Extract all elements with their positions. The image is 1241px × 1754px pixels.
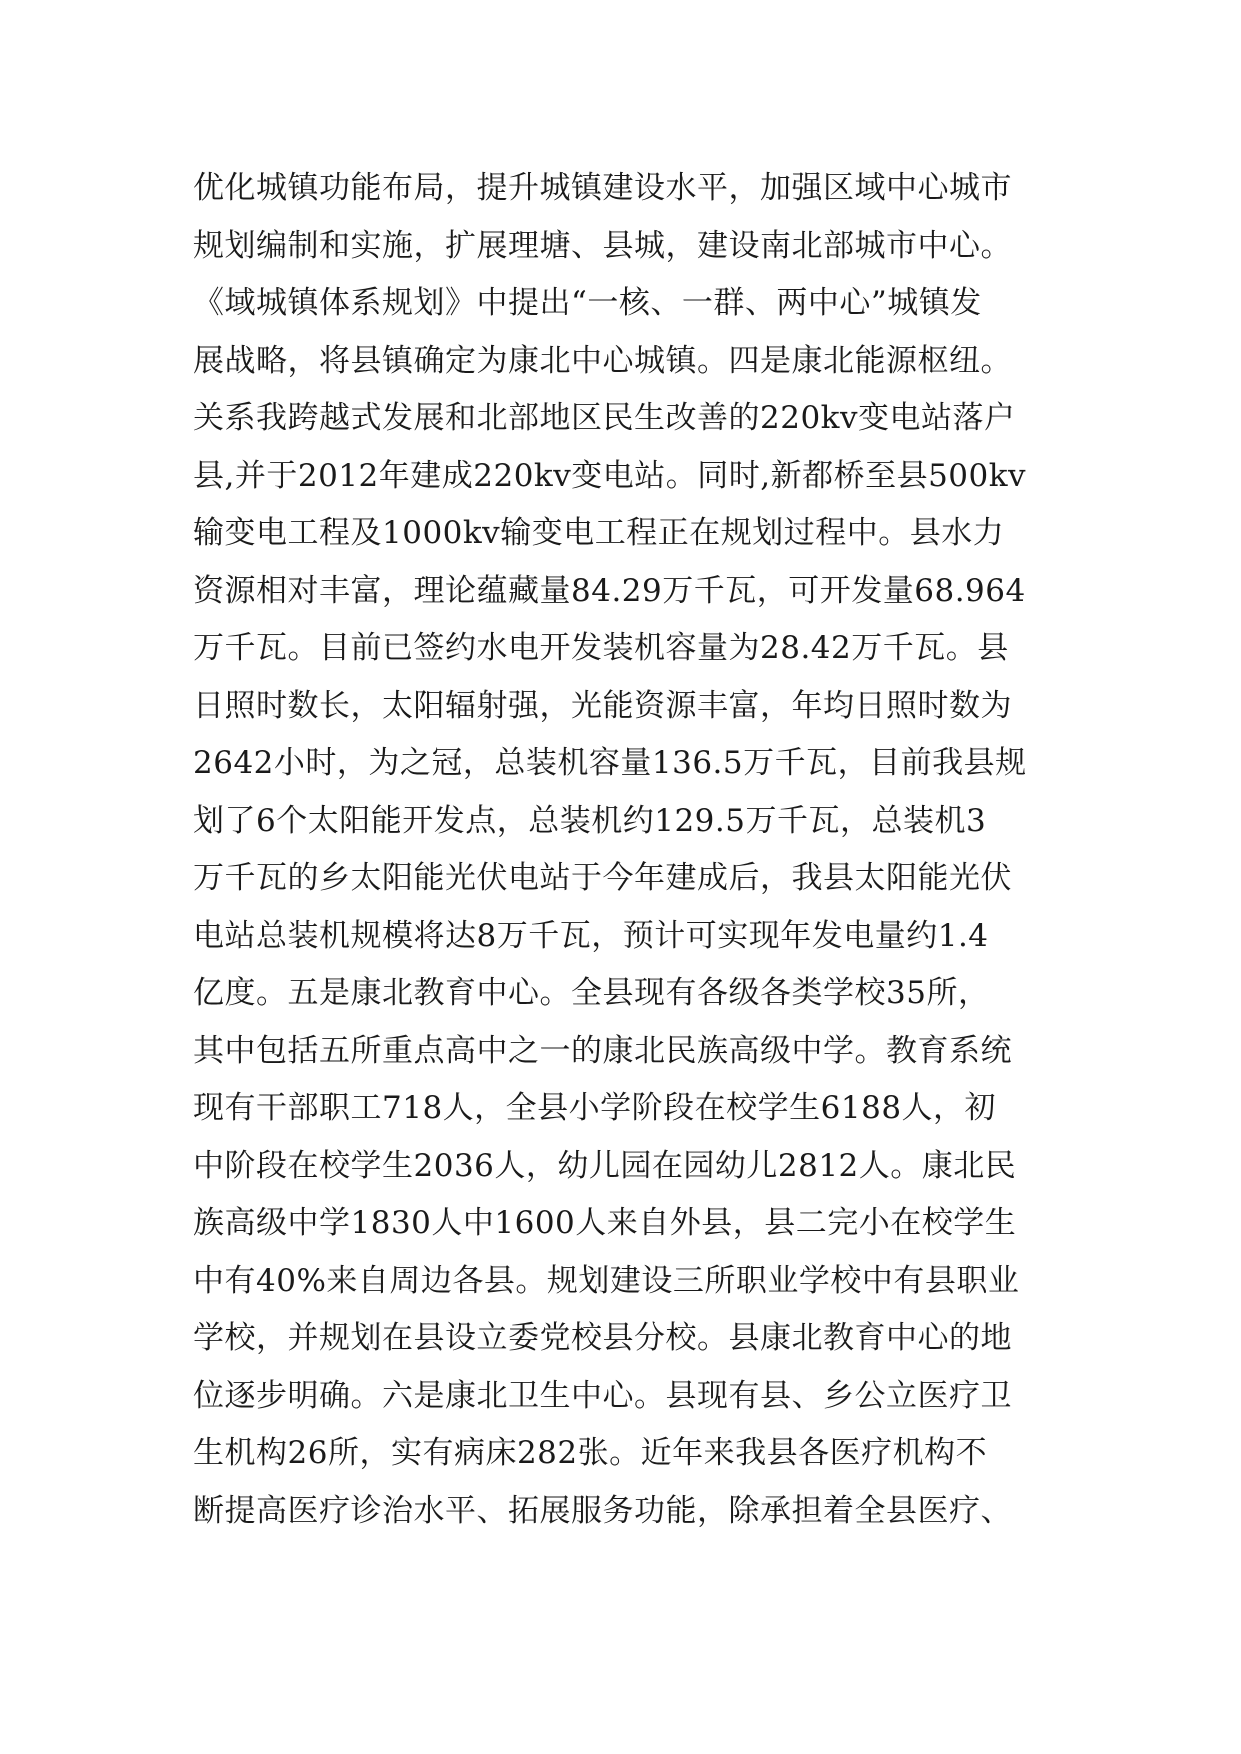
text-line: 规划编制和实施，扩展理塘、县城，建设南北部城市中心。 xyxy=(193,227,1012,264)
text-line: 划了6个太阳能开发点，总装机约129.5万千瓦，总装机3 xyxy=(193,802,987,839)
text-line: 电站总装机规模将达8万千瓦，预计可实现年发电量约1.4 xyxy=(193,917,989,954)
text-line: 族高级中学1830人中1600人来自外县，县二完小在校学生 xyxy=(193,1205,1017,1241)
text-line: 万千瓦。目前已签约水电开发装机容量为28.42万千瓦。县 xyxy=(193,630,1009,666)
text-line: 输变电工程及1000kv输变电工程正在规划过程中。县水力 xyxy=(193,515,1005,551)
text-line: 位逐步明确。六是康北卫生中心。县现有县、乡公立医疗卫 xyxy=(193,1377,1012,1414)
text-line: 展战略，将县镇确定为康北中心城镇。四是康北能源枢纽。 xyxy=(193,342,1012,379)
text-line: 亿度。五是康北教育中心。全县现有各级各类学校35所， xyxy=(193,975,990,1011)
text-line: 万千瓦的乡太阳能光伏电站于今年建成后，我县太阳能光伏 xyxy=(193,860,1012,896)
text-line: 日照时数长，太阳辐射强，光能资源丰富，年均日照时数为 xyxy=(193,687,1012,724)
text-line: 县,并于2012年建成220kv变电站。同时,新都桥至县500kv xyxy=(193,457,1027,494)
text-line: 其中包括五所重点高中之一的康北民族高级中学。教育系统 xyxy=(193,1032,1012,1069)
text-line: 优化城镇功能布局，提升城镇建设水平，加强区域中心城市 xyxy=(193,170,1012,206)
text-line: 《域城镇体系规划》中提出“一核、一群、两中心”城镇发 xyxy=(193,285,982,321)
text-line: 中阶段在校学生2036人，幼儿园在园幼儿2812人。康北民 xyxy=(193,1147,1017,1184)
text-line: 现有干部职工718人，全县小学阶段在校学生6188人，初 xyxy=(193,1090,997,1126)
text-line: 断提高医疗诊治水平、拓展服务功能，除承担着全县医疗、 xyxy=(193,1492,1012,1529)
text-line: 2642小时，为之冠，总装机容量136.5万千瓦，目前我县规 xyxy=(193,745,1027,781)
body-text xyxy=(193,160,1093,1540)
text-line: 资源相对丰富，理论蕴藏量84.29万千瓦，可开发量68.964 xyxy=(193,572,1026,609)
text-line: 中有40%来自周边各县。规划建设三所职业学校中有县职业 xyxy=(193,1262,1020,1299)
text-line: 生机构26所，实有病床282张。近年来我县各医疗机构不 xyxy=(193,1435,988,1471)
text-line: 关系我跨越式发展和北部地区民生改善的220kv变电站落户 xyxy=(193,400,1016,436)
text-line: 学校，并规划在县设立委党校县分校。县康北教育中心的地 xyxy=(193,1320,1012,1356)
